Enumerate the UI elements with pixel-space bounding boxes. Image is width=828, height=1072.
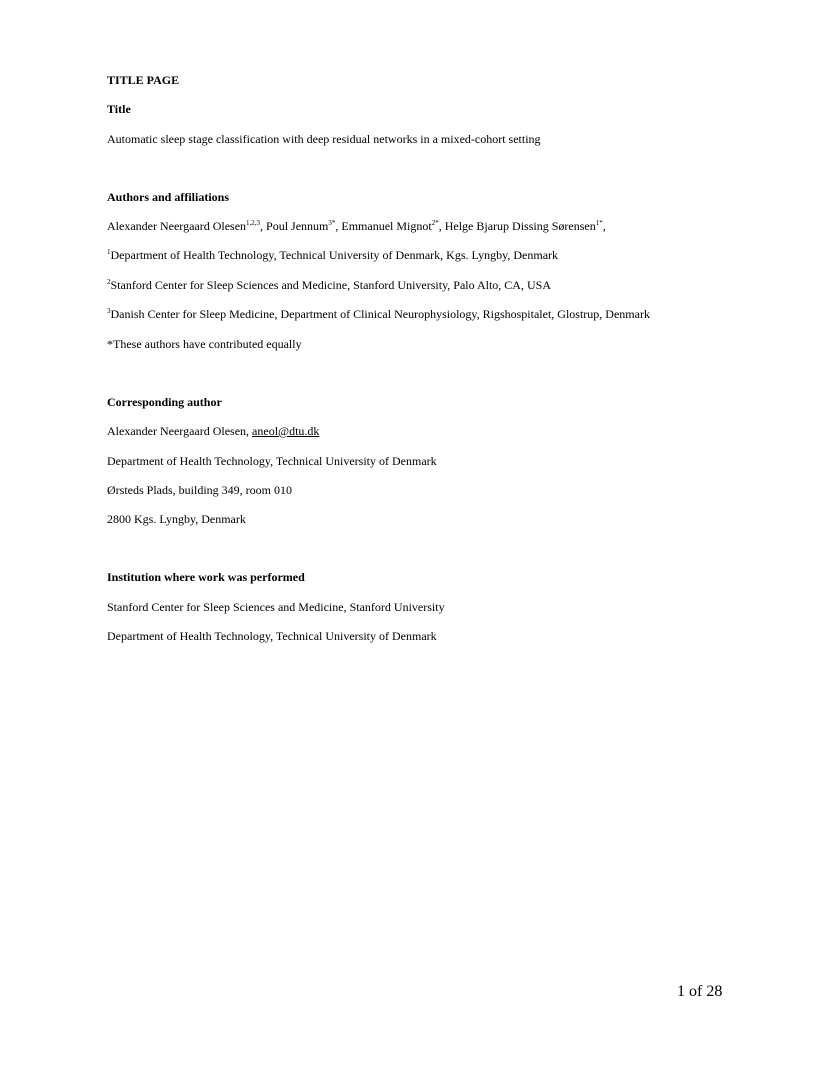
author-name: Poul Jennum (266, 219, 329, 233)
author-separator: , (260, 219, 267, 233)
affiliation-1 (107, 248, 558, 262)
institution-line: Department of Health Technology, Technical University of Denmark (107, 629, 437, 643)
author-name: Helge Bjarup Dissing Sørensen (444, 219, 596, 233)
corresponding-name: Alexander Neergaard Olesen, (107, 424, 253, 438)
page-number: 1 of 28 (677, 983, 723, 1000)
equal-contribution-note: *These authors have contributed equally (107, 337, 302, 351)
authors-heading: Authors and affiliations (107, 190, 230, 204)
institution-heading: Institution where work was performed (107, 570, 305, 584)
affiliation-text: Stanford Center for Sleep Sciences and Medicine, Stanford University, Palo Alto, CA, USA (110, 278, 551, 292)
affiliation-3 (107, 307, 650, 321)
author-separator: , (335, 219, 342, 233)
author-name: Emmanuel Mignot (341, 219, 432, 233)
affiliation-text: Danish Center for Sleep Medicine, Department of Clinical Neurophysiology, Rigshospitalet, Glostrup, Denmark (110, 307, 650, 321)
affiliation-text: Department of Health Technology, Technical University of Denmark, Kgs. Lyngby, Denmark (110, 248, 559, 262)
title-page-heading: TITLE PAGE (107, 73, 180, 87)
email-link[interactable]: aneol@dtu.dk (252, 424, 320, 438)
corresponding-name-line (107, 424, 319, 438)
institution-line: Stanford Center for Sleep Sciences and Medicine, Stanford University (107, 600, 445, 614)
affiliation-mark: 2 (107, 278, 111, 286)
author-affiliation-mark: 1* (595, 219, 603, 227)
author-separator: , (602, 219, 606, 233)
corresponding-city: 2800 Kgs. Lyngby, Denmark (107, 512, 246, 526)
author-name: Alexander Neergaard Olesen (107, 219, 247, 233)
author-list (107, 219, 606, 233)
title-heading: Title (107, 102, 131, 116)
affiliation-2 (107, 278, 551, 292)
paper-title: Automatic sleep stage classification with deep residual networks in a mixed-cohort setting (107, 132, 541, 146)
author-separator: , (438, 219, 445, 233)
author-affiliation-mark: 2* (431, 219, 439, 227)
author-affiliation-mark: 1,2,3 (246, 219, 261, 227)
corresponding-heading: Corresponding author (107, 395, 222, 409)
affiliation-mark: 3 (107, 307, 111, 315)
affiliation-mark: 1 (107, 248, 111, 256)
corresponding-department: Department of Health Technology, Technical University of Denmark (107, 454, 437, 468)
author-affiliation-mark: 3* (328, 219, 336, 227)
corresponding-address: Ørsteds Plads, building 349, room 010 (107, 483, 292, 497)
